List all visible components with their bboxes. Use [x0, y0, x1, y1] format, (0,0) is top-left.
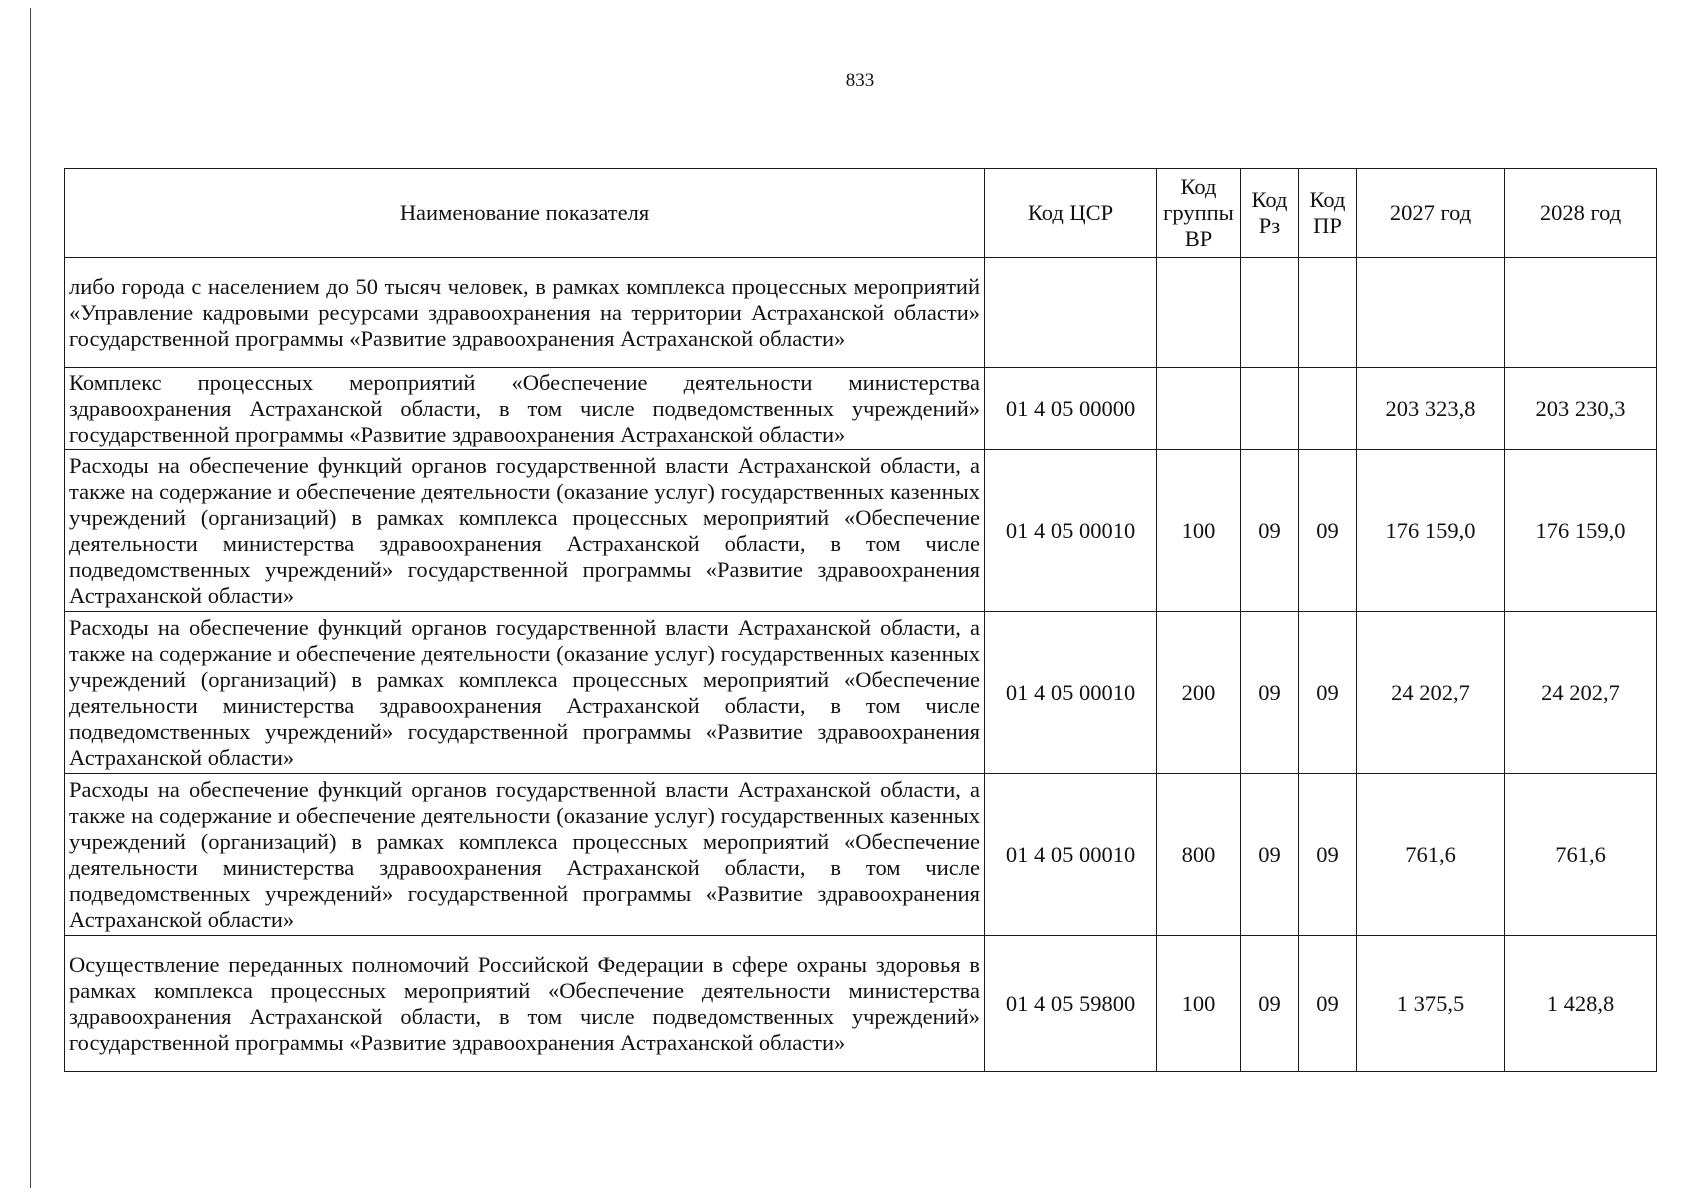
row-pr: 09: [1299, 936, 1357, 1072]
row-2028: 761,6: [1505, 774, 1657, 936]
table-row: [65, 258, 1657, 368]
budget-table: [64, 168, 1657, 1072]
row-2028: 1 428,8: [1505, 936, 1657, 1072]
row-2027: 1 375,5: [1357, 936, 1505, 1072]
row-name: либо города с населением до 50 тысяч человек, в рамках комплекса процессных мероприятий «Управление кадровыми ресурсами здравоохранения на территории Астраханской области» государственной программы «Развитие здравоохранения Астраханской области»: [65, 258, 985, 368]
row-rz: [1241, 258, 1299, 368]
row-vr: 100: [1157, 450, 1241, 612]
row-vr: 800: [1157, 774, 1241, 936]
row-pr: [1299, 258, 1357, 368]
table-row: [65, 368, 1657, 450]
page-number: 833: [845, 70, 875, 91]
row-csr: 01 4 05 00010: [985, 774, 1157, 936]
row-vr: 100: [1157, 936, 1241, 1072]
row-csr: [985, 258, 1157, 368]
row-2028: 176 159,0: [1505, 450, 1657, 612]
table-row: [65, 936, 1657, 1072]
row-2027: 761,6: [1357, 774, 1505, 936]
row-2028: 203 230,3: [1505, 368, 1657, 450]
row-rz: 09: [1241, 936, 1299, 1072]
row-csr: 01 4 05 00010: [985, 450, 1157, 612]
header-2028: 2028 год: [1505, 169, 1657, 258]
table-row: [65, 450, 1657, 612]
row-name: Комплекс процессных мероприятий «Обеспечение деятельности министерства здравоохранения Астраханской области, в том числе подведомственных учреждений» государственной программы «Развитие здравоохранения Астраханской области»: [65, 368, 985, 450]
row-name: Расходы на обеспечение функций органов государственной власти Астраханской области, а также на содержание и обеспечение деятельности (оказание услуг) государственных казенных учреждений (организаций) в рамках комплекса процессных мероприятий «Обеспечение деятельности министерства здравоохранения Астраханской области, в том числе подведомственных учреждений» государственной программы «Развитие здравоохранения Астраханской области»: [65, 450, 985, 612]
row-2027: 176 159,0: [1357, 450, 1505, 612]
row-rz: 09: [1241, 774, 1299, 936]
row-2028: [1505, 258, 1657, 368]
row-name: Расходы на обеспечение функций органов государственной власти Астраханской области, а также на содержание и обеспечение деятельности (оказание услуг) государственных казенных учреждений (организаций) в рамках комплекса процессных мероприятий «Обеспечение деятельности министерства здравоохранения Астраханской области, в том числе подведомственных учреждений» государственной программы «Развитие здравоохранения Астраханской области»: [65, 774, 985, 936]
row-csr: 01 4 05 00000: [985, 368, 1157, 450]
row-pr: 09: [1299, 774, 1357, 936]
table-row: [65, 612, 1657, 774]
header-rz: Код Рз: [1241, 169, 1299, 258]
row-vr: 200: [1157, 612, 1241, 774]
row-pr: [1299, 368, 1357, 450]
row-rz: 09: [1241, 612, 1299, 774]
table-row: [65, 774, 1657, 936]
header-vr: Код группы ВР: [1157, 169, 1241, 258]
row-vr: [1157, 368, 1241, 450]
header-2027: 2027 год: [1357, 169, 1505, 258]
header-row: [65, 169, 1657, 258]
row-pr: 09: [1299, 612, 1357, 774]
row-rz: 09: [1241, 450, 1299, 612]
row-rz: [1241, 368, 1299, 450]
row-2027: 24 202,7: [1357, 612, 1505, 774]
header-pr: Код ПР: [1299, 169, 1357, 258]
row-pr: 09: [1299, 450, 1357, 612]
row-csr: 01 4 05 59800: [985, 936, 1157, 1072]
row-2028: 24 202,7: [1505, 612, 1657, 774]
table-header: [65, 169, 1657, 258]
row-name: Осуществление переданных полномочий Российской Федерации в сфере охраны здоровья в рамках комплекса процессных мероприятий «Обеспечение деятельности министерства здравоохранения Астраханской области, в том числе подведомственных учреждений» государственной программы «Развитие здравоохранения Астраханской области»: [65, 936, 985, 1072]
row-csr: 01 4 05 00010: [985, 612, 1157, 774]
table-body: [65, 258, 1657, 1072]
scan-edge-line: [30, 8, 31, 1188]
row-name: Расходы на обеспечение функций органов государственной власти Астраханской области, а также на содержание и обеспечение деятельности (оказание услуг) государственных казенных учреждений (организаций) в рамках комплекса процессных мероприятий «Обеспечение деятельности министерства здравоохранения Астраханской области, в том числе подведомственных учреждений» государственной программы «Развитие здравоохранения Астраханской области»: [65, 612, 985, 774]
header-name: Наименование показателя: [65, 169, 985, 258]
row-2027: [1357, 258, 1505, 368]
row-2027: 203 323,8: [1357, 368, 1505, 450]
row-vr: [1157, 258, 1241, 368]
header-csr: Код ЦСР: [985, 169, 1157, 258]
